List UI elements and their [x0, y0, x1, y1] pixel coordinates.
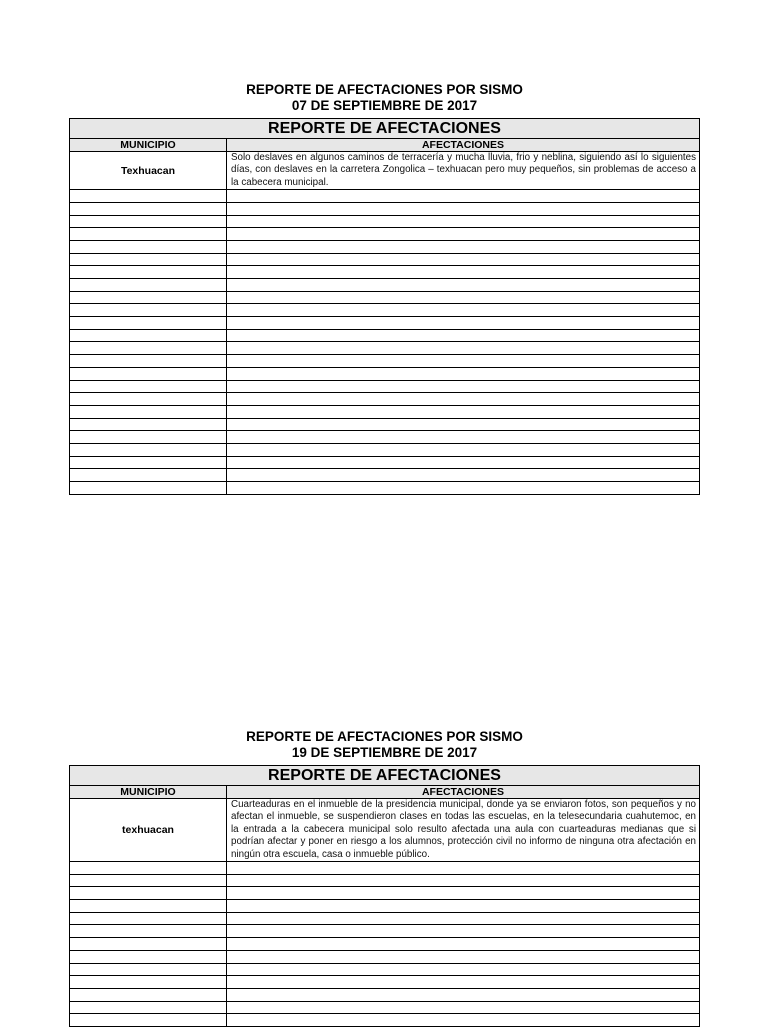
empty-municipio-cell [70, 355, 227, 368]
empty-municipio-cell [70, 329, 227, 342]
empty-table-row [70, 431, 700, 444]
table-title: REPORTE DE AFECTACIONES [70, 766, 700, 786]
empty-afectaciones-cell [227, 190, 700, 203]
empty-table-row [70, 1014, 700, 1027]
empty-table-row [70, 469, 700, 482]
empty-afectaciones-cell [227, 380, 700, 393]
empty-municipio-cell [70, 482, 227, 495]
empty-table-row [70, 266, 700, 279]
municipio-cell: texhuacan [70, 799, 227, 862]
empty-afectaciones-cell [227, 317, 700, 330]
empty-afectaciones-cell [227, 266, 700, 279]
empty-municipio-cell [70, 443, 227, 456]
empty-table-row [70, 317, 700, 330]
empty-table-row [70, 279, 700, 292]
empty-afectaciones-cell [227, 456, 700, 469]
report-title-line1: REPORTE DE AFECTACIONES POR SISMO [246, 729, 523, 744]
empty-table-row [70, 329, 700, 342]
empty-afectaciones-cell [227, 976, 700, 989]
empty-municipio-cell [70, 279, 227, 292]
empty-municipio-cell [70, 456, 227, 469]
empty-afectaciones-cell [227, 418, 700, 431]
empty-municipio-cell [70, 393, 227, 406]
empty-afectaciones-cell [227, 240, 700, 253]
empty-afectaciones-cell [227, 253, 700, 266]
empty-municipio-cell [70, 291, 227, 304]
empty-municipio-cell [70, 1001, 227, 1014]
empty-afectaciones-cell [227, 355, 700, 368]
empty-municipio-cell [70, 988, 227, 1001]
empty-table-row [70, 380, 700, 393]
empty-table-row [70, 862, 700, 875]
empty-municipio-cell [70, 431, 227, 444]
empty-municipio-cell [70, 317, 227, 330]
empty-municipio-cell [70, 240, 227, 253]
empty-afectaciones-cell [227, 900, 700, 913]
empty-municipio-cell [70, 405, 227, 418]
report-19-septiembre [69, 729, 700, 1027]
empty-municipio-cell [70, 418, 227, 431]
empty-afectaciones-cell [227, 202, 700, 215]
empty-municipio-cell [70, 1014, 227, 1027]
empty-municipio-cell [70, 215, 227, 228]
empty-afectaciones-cell [227, 950, 700, 963]
column-header-municipio: MUNICIPIO [70, 786, 227, 799]
empty-table-row [70, 253, 700, 266]
empty-table-row [70, 456, 700, 469]
empty-table-row [70, 202, 700, 215]
afectaciones-table [69, 118, 700, 495]
report-title-line2: 19 DE SEPTIEMBRE DE 2017 [291, 745, 478, 760]
empty-municipio-cell [70, 925, 227, 938]
empty-afectaciones-cell [227, 874, 700, 887]
empty-afectaciones-cell [227, 469, 700, 482]
empty-municipio-cell [70, 912, 227, 925]
empty-table-row [70, 228, 700, 241]
empty-afectaciones-cell [227, 393, 700, 406]
empty-municipio-cell [70, 367, 227, 380]
empty-municipio-cell [70, 887, 227, 900]
empty-municipio-cell [70, 976, 227, 989]
empty-municipio-cell [70, 253, 227, 266]
empty-afectaciones-cell [227, 988, 700, 1001]
empty-table-row [70, 482, 700, 495]
empty-municipio-cell [70, 938, 227, 951]
empty-municipio-cell [70, 469, 227, 482]
column-header-municipio: MUNICIPIO [70, 139, 227, 152]
empty-afectaciones-cell [227, 329, 700, 342]
empty-table-row [70, 291, 700, 304]
empty-afectaciones-cell [227, 279, 700, 292]
empty-afectaciones-cell [227, 912, 700, 925]
empty-afectaciones-cell [227, 862, 700, 875]
empty-afectaciones-cell [227, 938, 700, 951]
empty-table-row [70, 874, 700, 887]
empty-afectaciones-cell [227, 1014, 700, 1027]
empty-table-row [70, 393, 700, 406]
empty-table-row [70, 963, 700, 976]
empty-afectaciones-cell [227, 1001, 700, 1014]
empty-table-row [70, 342, 700, 355]
empty-afectaciones-cell [227, 482, 700, 495]
report-title-line1: REPORTE DE AFECTACIONES POR SISMO [246, 82, 523, 97]
table-title: REPORTE DE AFECTACIONES [70, 119, 700, 139]
empty-table-row [70, 988, 700, 1001]
empty-municipio-cell [70, 228, 227, 241]
empty-municipio-cell [70, 862, 227, 875]
empty-municipio-cell [70, 202, 227, 215]
table-row [70, 799, 700, 862]
afectaciones-cell: Cuarteaduras en el inmueble de la presidencia municipal, donde ya se enviaron fotos, son pequeños y no afectan el inmueble, se suspendieron clases en todas las escuelas, en la telesecundaria cuahutemoc, en la entrada a la cabecera municipal solo resulto afectada una aula con cuarteaduras medianas que si podrían afectar y poner en riesgo a los alumnos, protección civil no informo de ninguna otra afectación en ningún otra escuela, casa o inmueble público. [227, 799, 700, 862]
column-header-afectaciones: AFECTACIONES [227, 786, 700, 799]
empty-afectaciones-cell [227, 228, 700, 241]
report-07-septiembre [69, 82, 700, 495]
empty-afectaciones-cell [227, 342, 700, 355]
empty-municipio-cell [70, 190, 227, 203]
empty-table-row [70, 355, 700, 368]
empty-table-row [70, 215, 700, 228]
empty-municipio-cell [70, 342, 227, 355]
empty-table-row [70, 938, 700, 951]
empty-municipio-cell [70, 380, 227, 393]
empty-table-row [70, 190, 700, 203]
empty-table-row [70, 925, 700, 938]
empty-municipio-cell [70, 266, 227, 279]
empty-municipio-cell [70, 950, 227, 963]
empty-municipio-cell [70, 304, 227, 317]
empty-afectaciones-cell [227, 291, 700, 304]
empty-afectaciones-cell [227, 215, 700, 228]
column-header-afectaciones: AFECTACIONES [227, 139, 700, 152]
empty-table-row [70, 976, 700, 989]
empty-table-row [70, 887, 700, 900]
empty-table-row [70, 367, 700, 380]
empty-afectaciones-cell [227, 405, 700, 418]
empty-table-row [70, 912, 700, 925]
empty-table-row [70, 405, 700, 418]
empty-afectaciones-cell [227, 963, 700, 976]
empty-table-row [70, 900, 700, 913]
empty-table-row [70, 418, 700, 431]
empty-afectaciones-cell [227, 304, 700, 317]
empty-municipio-cell [70, 900, 227, 913]
table-row [70, 152, 700, 190]
empty-table-row [70, 304, 700, 317]
empty-afectaciones-cell [227, 887, 700, 900]
empty-afectaciones-cell [227, 431, 700, 444]
afectaciones-cell: Solo deslaves en algunos caminos de terracería y mucha lluvia, frio y neblina, siguiendo así lo siguientes días, con deslaves en la carretera Zongolica – texhuacan pero muy pequeños, sin problemas de acceso a la cabecera municipal. [227, 152, 700, 190]
empty-table-row [70, 1001, 700, 1014]
empty-table-row [70, 950, 700, 963]
empty-table-row [70, 443, 700, 456]
afectaciones-table [69, 765, 700, 1027]
empty-municipio-cell [70, 874, 227, 887]
empty-municipio-cell [70, 963, 227, 976]
empty-afectaciones-cell [227, 367, 700, 380]
empty-afectaciones-cell [227, 925, 700, 938]
report-title-line2: 07 DE SEPTIEMBRE DE 2017 [291, 98, 478, 113]
municipio-cell: Texhuacan [70, 152, 227, 190]
empty-afectaciones-cell [227, 443, 700, 456]
empty-table-row [70, 240, 700, 253]
